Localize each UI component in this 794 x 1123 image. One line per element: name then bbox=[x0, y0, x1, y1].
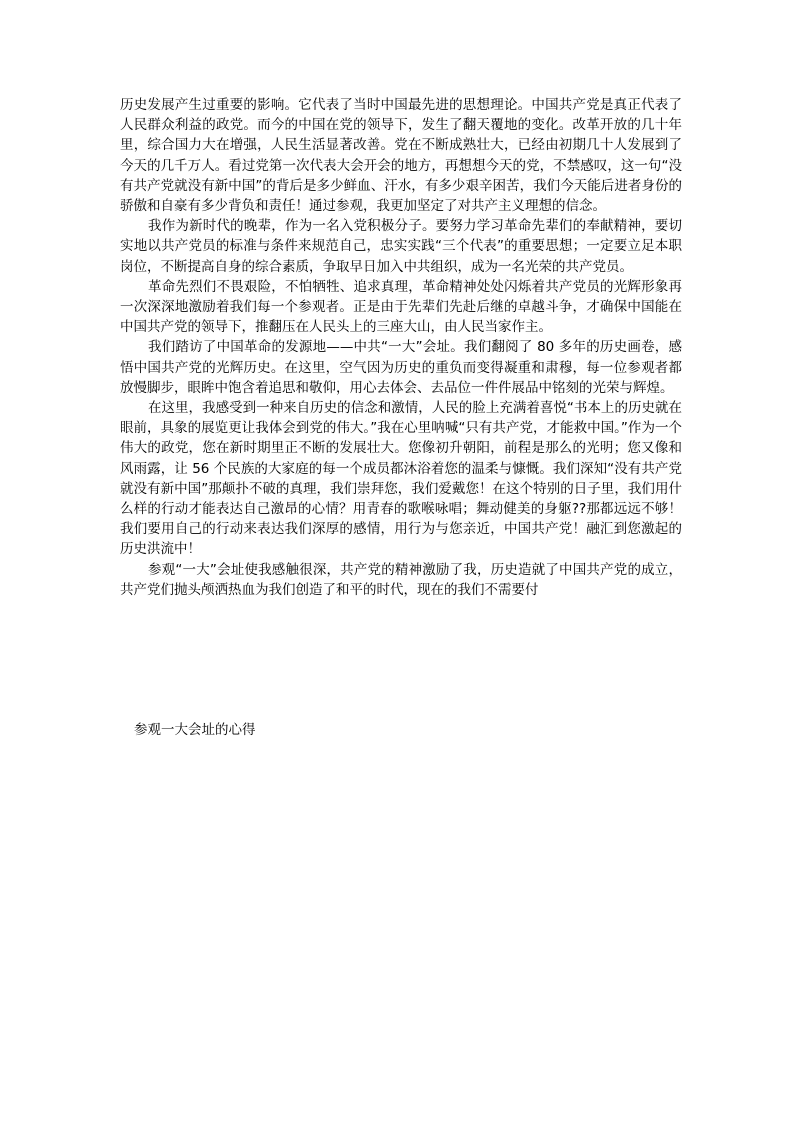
paragraph-3: 革命先烈们不畏艰险，不怕牺牲、追求真理，革命精神处处闪烁着共产党员的光辉形象再一次深深地激励着我们每一个参观者。正是由于先辈们先赴后继的卓越斗争，才确保中国能在中国共产党的领导下，推翻压在人民头上的三座大山，由人民当家作主。 bbox=[120, 278, 682, 336]
document-footer-title: 参观一大会址的心得 bbox=[134, 722, 256, 738]
paragraph-1: 历史发展产生过重要的影响。它代表了当时中国最先进的思想理论。中国共产党是真正代表了人民群众利益的政党。而今的中国在党的领导下，发生了翻天覆地的变化。改革开放的几十年里，综合国力大在增强，人民生活显著改善。党在不断成熟壮大，已经由初期几十人发展到了今天的几千万人。看过党第一次代表大会开会的地方，再想想今天的党，不禁感叹，这一句“没有共产党就没有新中国”的背后是多少鲜血、汗水，有多少艰辛困苦，我们今天能后进者身份的骄傲和自豪有多少背负和责任！通过参观，我更加坚定了对共产主义理想的信念。 bbox=[120, 97, 682, 215]
document-body bbox=[120, 95, 682, 600]
paragraph-2: 我作为新时代的晚辈，作为一名入党积极分子。要努力学习革命先辈们的奉献精神，要切实地以共产党员的标准与条件来规范自己，忠实实践“三个代表”的重要思想；一定要立足本职岗位，不断提高自身的综合素质，争取早日加入中共组织，成为一名光荣的共产党员。 bbox=[120, 218, 682, 275]
paragraph-4: 我们踏访了中国革命的发源地——中共“一大”会址。我们翻阅了 80 多年的历史画卷，感悟中国共产党的光辉历史。在这里，空气因为历史的重负而变得凝重和肃穆，每一位参观者都放慢脚步，眼眸中饱含着追思和敬仰，用心去体会、去品位一件件展品中铭刻的光荣与辉煌。 bbox=[120, 339, 682, 396]
paragraph-5: 在这里，我感受到一种来自历史的信念和激情，人民的脸上充满着喜悦“书本上的历史就在眼前，具象的展览更让我体会到党的伟大。”我在心里呐喊“只有共产党，才能救中国。”作为一个伟大的政党，您在新时期里正不断的发展壮大。您像初升朝阳，前程是那么的光明；您又像和风雨露，让 56 个民族的大家庭的每一个成员都沐浴着您的温柔与慷慨。我们深知“没有共产党就没有新中国”那颠扑不破的真理，我们崇拜您，我们爱戴您！在这个特别的日子里，我们用什么样的行动才能表达自己激昂的心情？用青春的歌喉咏唱；舞动健美的身躯??那都远远不够！我们要用自己的行动来表达我们深厚的感情，用行为与您亲近，中国共产党！融汇到您激起的历史洪流中！ bbox=[120, 400, 682, 558]
paragraph-6: 参观“一大”会址使我感触很深，共产党的精神激励了我，历史造就了中国共产党的成立，共产党们抛头颅洒热血为我们创造了和平的时代，现在的我们不需要付 bbox=[120, 561, 682, 598]
